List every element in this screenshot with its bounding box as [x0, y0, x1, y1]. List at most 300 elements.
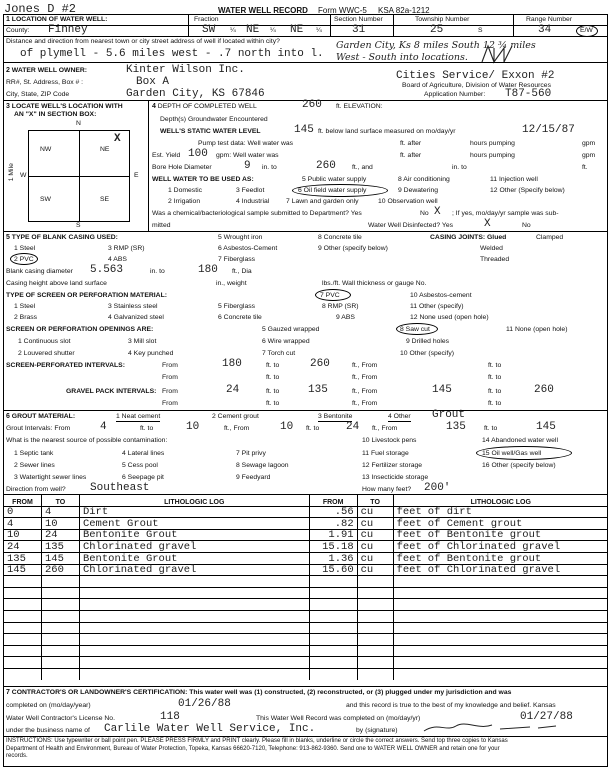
table-row	[4, 668, 609, 680]
bore-label: Bore Hole Diameter	[152, 164, 212, 171]
gi-to-label-2: ft. to	[306, 425, 320, 432]
business-value: Carlile Water Well Service, Inc.	[104, 723, 316, 735]
log-description	[393, 610, 608, 622]
opening-4: 4 Key punched	[128, 350, 174, 357]
chem-label: Was a chemical/bacteriological sample submitted to Department? Yes	[152, 210, 362, 217]
spi-from-label: From	[162, 362, 178, 369]
log-description	[393, 576, 608, 588]
screen-4: 4 Galvanized steel	[108, 314, 164, 321]
log-to	[41, 599, 79, 611]
log-unit: cu	[357, 529, 393, 541]
gi-from-3: 135	[446, 421, 466, 433]
log-unit-feet: feet	[396, 506, 422, 519]
owner-header: Jones D #2	[4, 2, 77, 16]
grout-3: 3 Bentonite	[318, 413, 352, 422]
contam-label: What is the nearest source of possible contamination:	[6, 437, 168, 444]
completed-label: completed on (mo/day/year)	[6, 702, 91, 709]
log-from	[4, 657, 42, 669]
log-description	[393, 587, 608, 599]
log-lithology: Chlorinated gravel	[79, 564, 309, 576]
log-volume	[309, 634, 357, 646]
log-unit-feet: feet	[396, 564, 422, 577]
log-unit: cu	[357, 541, 393, 553]
yield-value: 100	[188, 148, 208, 160]
log-from: 4	[4, 518, 42, 530]
sw-label: SW	[40, 196, 51, 203]
casing-2-circle	[10, 253, 38, 265]
opening-1: 1 Continuous slot	[18, 338, 71, 345]
log-from	[4, 587, 42, 599]
log-unit	[357, 645, 393, 657]
log-lithology	[79, 657, 309, 669]
gp2-to-value: 260	[534, 384, 554, 396]
bore-in-to: in. to	[262, 164, 277, 171]
contam-7: 7 Pit privy	[236, 450, 266, 457]
diameter-ft-dia: ft., Dia	[232, 268, 252, 275]
table-row	[4, 564, 609, 576]
log-from: 145	[4, 564, 42, 576]
screen-12: 12 None used (open hole)	[410, 314, 489, 321]
contam-15-circle	[476, 446, 572, 460]
quarter-3: ¼	[316, 27, 322, 34]
gp-to-label: ft. to	[266, 388, 280, 395]
east-label: E	[134, 172, 139, 179]
use-2: 2 Irrigation	[168, 198, 201, 205]
log-volume: .56	[309, 506, 357, 518]
bore-in-to-2: in. to	[452, 164, 467, 171]
contam-12: 12 Fertilizer storage	[362, 462, 423, 469]
use-label: WELL WATER TO BE USED AS:	[152, 176, 254, 183]
business-label: under the business name of	[6, 727, 90, 734]
opening-7: 7 Torch cut	[262, 350, 296, 357]
section-label: Section Number	[334, 16, 383, 23]
section-3-number: 3	[6, 103, 10, 110]
screen-5: 5 Fiberglass	[218, 303, 256, 310]
log-description	[393, 668, 608, 680]
log-volume	[309, 668, 357, 680]
gpm-label-2: gpm	[582, 152, 596, 159]
how-many-label: How many feet?	[362, 486, 412, 493]
log-to	[41, 634, 79, 646]
use-3: 3 Feedlot	[236, 187, 265, 194]
county-value: Finney	[48, 24, 88, 36]
log-to: 24	[41, 529, 79, 541]
certification-label: CONTRACTOR'S OR LANDOWNER'S CERTIFICATION: This water well was (1) constructed, (2) reconstructed, or (3) plugged under my jurisdiction and was	[11, 689, 512, 696]
log-from	[4, 645, 42, 657]
distance-handwritten-1: Garden City, Ks 8 miles South 12 ¾ miles	[336, 40, 536, 51]
record-date-label: This Water Well Record was completed on (mo/day/yr)	[256, 715, 421, 722]
log-volume: 15.60	[309, 564, 357, 576]
use-4: 4 Industrial	[236, 198, 270, 205]
range-dir: E/W	[580, 27, 593, 34]
log-header-lithologic-2: LITHOLOGIC LOG	[393, 495, 608, 507]
grout-label: GROUT MATERIAL:	[11, 413, 76, 420]
owner-label: WATER WELL OWNER:	[11, 67, 88, 74]
distance-handwritten-2: West - South into locations.	[336, 52, 468, 63]
log-header-lithologic: LITHOLOGIC LOG	[79, 495, 309, 507]
contam-14: 14 Abandoned water well	[482, 437, 558, 444]
after-label-2: ft. after	[400, 152, 422, 159]
depth-label: DEPTH OF COMPLETED WELL	[157, 103, 257, 110]
contam-10: 10 Livestock pens	[362, 437, 417, 444]
log-volume	[309, 657, 357, 669]
address-value: Box A	[136, 76, 170, 88]
table-row	[4, 587, 609, 599]
log-description-text: of Chlorinated gravel	[427, 564, 561, 577]
gi-to-2: 24	[346, 421, 360, 433]
joints-label: CASING JOINTS: Glued	[430, 234, 507, 241]
form-title: WATER WELL RECORD	[218, 6, 308, 15]
township-value: 25	[430, 24, 444, 36]
south-label: S	[76, 222, 81, 229]
gi-to-label-1: ft. to	[140, 425, 154, 432]
log-unit-feet: feet	[396, 540, 422, 553]
log-to	[41, 622, 79, 634]
log-header-to: TO	[41, 495, 79, 507]
contam-15: 15 Oil well/Gas well	[482, 450, 542, 457]
log-from	[4, 576, 42, 588]
log-description-text: of Chlorinated gravel	[427, 540, 561, 553]
spi-to-label-2: ft. to	[488, 362, 502, 369]
fraction-label: Fraction	[194, 16, 219, 23]
form-number: Form WWC-5	[318, 6, 367, 15]
log-description	[393, 506, 608, 518]
mile-label: 1 Mile	[7, 163, 15, 182]
log-description	[393, 518, 608, 530]
grout-1: 1 Neat cement	[116, 413, 160, 422]
log-unit	[357, 599, 393, 611]
log-to	[41, 645, 79, 657]
clamped-label: Clamped	[536, 234, 564, 241]
log-lithology: Bentonite Grout	[79, 552, 309, 564]
gi-to-3: 145	[536, 421, 556, 433]
static-level-label: WELL'S STATIC WATER LEVEL	[160, 128, 261, 135]
lithologic-log-table	[3, 494, 608, 680]
instructions-line-2: Department of Health and Environment, Bureau of Water Protection, Topeka, Kansas 66620-7120, Telephone: 913-862-9360. Send one to WATER WELL OWNER and retain one for your	[6, 745, 500, 752]
spi-to-label-4: ft. to	[488, 374, 502, 381]
screen-8: 8 RMP (SR)	[322, 303, 359, 310]
log-from: 24	[4, 541, 42, 553]
city-value: Garden City, KS 67846	[126, 88, 265, 100]
west-label: W	[20, 172, 27, 179]
log-to: 145	[41, 552, 79, 564]
casing-label: TYPE OF BLANK CASING USED:	[11, 234, 118, 241]
quarter-1: ¼	[230, 27, 236, 34]
distance-label: Distance and direction from nearest town or city street address of well if located within city?	[6, 38, 280, 45]
log-volume: 15.18	[309, 541, 357, 553]
log-unit	[357, 634, 393, 646]
screen-3: 3 Stainless steel	[108, 303, 158, 310]
log-unit: cu	[357, 552, 393, 564]
grout-intervals-label: Grout Intervals: From	[6, 425, 71, 432]
direction-label: Direction from well?	[6, 486, 66, 493]
true-record-label: and this record is true to the best of my knowledge and belief. Kansas	[346, 702, 556, 709]
record-date-value: 01/27/88	[520, 711, 573, 723]
log-from	[4, 668, 42, 680]
use-12: 12 Other (Specify below)	[490, 187, 565, 194]
opening-8-circle	[396, 323, 438, 335]
disinfect-x: X	[484, 218, 491, 230]
opening-5: 5 Gauzed wrapped	[262, 326, 320, 333]
mitted-label: mitted	[152, 222, 171, 229]
contam-11: 11 Fuel storage	[362, 450, 409, 457]
quarter-2: ¼	[270, 27, 276, 34]
chem-no: No	[420, 210, 429, 217]
contam-1: 1 Septic tank	[14, 450, 54, 457]
log-description	[393, 564, 608, 576]
bore-ft: ft.	[582, 164, 588, 171]
city-label: City, State, ZIP Code	[6, 91, 70, 98]
board-label: Board of Agriculture, Division of Water Resources	[402, 82, 551, 89]
log-header-from: FROM	[4, 495, 42, 507]
grout-4: 4 Other	[388, 413, 411, 422]
township-dir: S	[478, 27, 483, 34]
use-6-circle	[292, 184, 388, 197]
log-lithology	[79, 622, 309, 634]
log-from: 135	[4, 552, 42, 564]
casing-7: 7 Fiberglass	[218, 256, 256, 263]
contam-8: 8 Sewage lagoon	[236, 462, 289, 469]
wall-thickness-label: lbs./ft. Wall thickness or gauge No.	[322, 280, 427, 287]
gi-from-label-2: ft., From	[224, 425, 250, 432]
contam-13: 13 Insecticide storage	[362, 474, 429, 481]
screen-6: 6 Concrete tile	[218, 314, 262, 321]
table-row	[4, 541, 609, 553]
casing-5: 5 Wrought iron	[218, 234, 263, 241]
contam-6: 6 Seepage pit	[122, 474, 164, 481]
log-from	[4, 610, 42, 622]
diameter-value: 5.563	[90, 264, 124, 276]
after-label-1: ft. after	[400, 140, 422, 147]
log-header-from-2: FROM	[309, 495, 357, 507]
opening-6: 6 Wire wrapped	[262, 338, 310, 345]
bore-and: ft., and	[352, 164, 373, 171]
gp-to-label-2: ft. to	[488, 388, 502, 395]
log-unit	[357, 587, 393, 599]
table-row	[4, 645, 609, 657]
spi-from-label-4: ft., From	[352, 374, 378, 381]
address-label: RR#, St. Address, Box # :	[6, 79, 84, 86]
gp2-from-value: 145	[432, 384, 452, 396]
contam-9: 9 Feedyard	[236, 474, 271, 481]
use-7: 7 Lawn and garden only	[286, 198, 359, 205]
casing-8: 8 Concrete tile	[318, 234, 362, 241]
range-label: Range Number	[526, 16, 573, 23]
contam-5: 5 Cess pool	[122, 462, 158, 469]
log-from	[4, 599, 42, 611]
use-5: 5 Public water supply	[302, 176, 367, 183]
log-lithology	[79, 587, 309, 599]
log-to	[41, 610, 79, 622]
log-unit	[357, 610, 393, 622]
ne-label: NE	[100, 146, 110, 153]
log-description	[393, 529, 608, 541]
log-volume	[309, 576, 357, 588]
distance-typed: of plymell - 5.6 miles west - .7 north into l.	[20, 48, 324, 60]
log-to	[41, 657, 79, 669]
direction-value: Southeast	[90, 482, 150, 494]
log-volume: 1.36	[309, 552, 357, 564]
log-volume	[309, 587, 357, 599]
spi-to-label: ft. to	[266, 362, 280, 369]
table-row	[4, 634, 609, 646]
log-to: 10	[41, 518, 79, 530]
log-unit	[357, 657, 393, 669]
contam-16: 16 Other (specify below)	[482, 462, 556, 469]
log-lithology: Bentonite Grout	[79, 529, 309, 541]
log-lithology	[79, 645, 309, 657]
pump-test-label: Pump test data: Well water was	[198, 140, 294, 147]
well-x-mark: X	[114, 133, 121, 145]
how-many-value: 200'	[424, 482, 451, 494]
log-unit: cu	[357, 518, 393, 530]
log-from	[4, 634, 42, 646]
log-lithology	[79, 634, 309, 646]
casing-4: 4 ABS	[108, 256, 127, 263]
contam-3: 3 Watertight sewer lines	[14, 474, 87, 481]
application-value: T87-560	[505, 88, 552, 100]
log-unit	[357, 668, 393, 680]
log-lithology: Chlorinated gravel	[79, 541, 309, 553]
diameter-in-to: in. to	[150, 268, 165, 275]
yield-gpm-label: gpm: Well water was	[216, 152, 279, 159]
log-unit: cu	[357, 564, 393, 576]
county-label: County:	[6, 27, 30, 34]
log-lithology: Dirt	[79, 506, 309, 518]
log-description	[393, 541, 608, 553]
log-description-text: of Cement grout	[427, 517, 523, 530]
log-unit-feet: feet	[396, 529, 422, 542]
section-5-number: 5	[6, 234, 10, 241]
gi-to-label-3: ft. to	[484, 425, 498, 432]
log-unit-feet: feet	[396, 552, 422, 565]
log-volume	[309, 622, 357, 634]
section-2-number: 2	[6, 67, 10, 74]
casing-1: 1 Steel	[14, 245, 36, 252]
opening-2: 2 Louvered shutter	[18, 350, 75, 357]
contam-4: 4 Lateral lines	[122, 450, 165, 457]
section-7-number: 7	[6, 689, 10, 696]
use-10: 10 Observation well	[378, 198, 438, 205]
table-row	[4, 622, 609, 634]
casing-height-label: Casing height above land surface	[6, 280, 107, 287]
screen-label: TYPE OF SCREEN OR PERFORATION MATERIAL:	[6, 292, 167, 299]
opening-9: 9 Drilled holes	[406, 338, 450, 345]
license-value: 118	[160, 711, 180, 723]
log-volume	[309, 645, 357, 657]
log-description	[393, 552, 608, 564]
log-unit	[357, 576, 393, 588]
log-volume: .82	[309, 518, 357, 530]
gp-from-label: From	[162, 388, 178, 395]
application-label: Application Number:	[424, 91, 486, 98]
section-6-number: 6	[6, 413, 10, 420]
use-1: 1 Domestic	[168, 187, 202, 194]
hours-label-2: hours pumping	[470, 152, 515, 159]
hours-label-1: hours pumping	[470, 140, 515, 147]
opening-3: 3 Mill slot	[128, 338, 157, 345]
log-description-text: of Bentonite grout	[427, 552, 542, 565]
log-unit: cu	[357, 506, 393, 518]
gp1-to-value: 135	[308, 384, 328, 396]
screen-10: 10 Asbestos-cement	[410, 292, 472, 299]
log-description	[393, 657, 608, 669]
screen-11: 11 Other (specify)	[410, 303, 464, 310]
static-level-date: 12/15/87	[522, 124, 575, 136]
completed-value: 01/26/88	[178, 698, 231, 710]
table-row	[4, 599, 609, 611]
log-from	[4, 622, 42, 634]
gp-to-label-3: ft. to	[266, 400, 280, 407]
log-to	[41, 668, 79, 680]
log-volume	[309, 599, 357, 611]
section-4-number: 4	[152, 103, 156, 110]
township-label: Township Number	[415, 16, 470, 23]
spi-from-value: 180	[222, 358, 242, 370]
grout-2: 2 Cement grout	[212, 413, 259, 420]
disinfect-label: Water Well Disinfected? Yes	[368, 222, 454, 229]
static-level-value: 145	[294, 124, 314, 136]
chem-x: X	[434, 206, 441, 218]
owner-value: Kinter Wilson Inc.	[126, 64, 245, 76]
log-description	[393, 622, 608, 634]
use-6: 6 Oil field water supply	[298, 187, 367, 194]
log-lithology	[79, 599, 309, 611]
welded-label: Welded	[480, 245, 503, 252]
log-from: 10	[4, 529, 42, 541]
screen-intervals-label: SCREEN-PERFORATED INTERVALS:	[6, 362, 125, 369]
screen-9: 9 ABS	[336, 314, 355, 321]
lithologic-log-body	[4, 495, 609, 681]
opening-8: 8 Saw cut	[400, 326, 430, 333]
groundwater-label: Depth(s) Groundwater Encountered	[160, 116, 268, 123]
use-8: 8 Air conditioning	[398, 176, 450, 183]
opening-11: 11 None (open hole)	[506, 326, 568, 333]
diameter-label: Blank casing diameter	[6, 268, 73, 275]
use-9: 9 Dewatering	[398, 187, 439, 194]
instructions-line-1: INSTRUCTIONS: Use typewriter or ball point pen. PLEASE PRESS FIRMLY and PRINT clearly. Please fill in blanks, underline or circle the correct answers. Send top three copies to Kansas	[6, 738, 508, 744]
casing-weight-label: in., weight	[216, 280, 247, 287]
grout-other-value: Grout	[432, 409, 466, 421]
gi-from-label-3: ft., From	[372, 425, 398, 432]
casing-6: 6 Asbestos-Cement	[218, 245, 278, 252]
casing-9: 9 Other (specify below)	[318, 245, 388, 252]
casing-2: 2 PVC	[14, 256, 34, 263]
opening-10: 10 Other (specify)	[400, 350, 455, 357]
se-label: SE	[100, 196, 110, 203]
casing-3: 3 RMP (SR)	[108, 245, 145, 252]
spi-from-label-3: From	[162, 374, 178, 381]
table-row	[4, 518, 609, 530]
gp-to-label-4: ft. to	[488, 400, 502, 407]
log-to	[41, 576, 79, 588]
bore-value: 9	[244, 160, 251, 172]
log-description	[393, 599, 608, 611]
fraction-2: NE	[246, 24, 260, 36]
screen-7-circle	[315, 289, 351, 301]
gi-from-2: 10	[280, 421, 294, 433]
section-1-number: 1	[6, 16, 10, 23]
log-to: 4	[41, 506, 79, 518]
log-unit	[357, 622, 393, 634]
spi-from-label-2: ft., From	[352, 362, 378, 369]
form-ksa: KSA 82a-1212	[378, 6, 430, 15]
gp-from-label-4: ft., From	[352, 400, 378, 407]
gp-from-label-2: ft., From	[352, 388, 378, 395]
instructions-line-3: records.	[6, 753, 28, 760]
chem-suffix: ; If yes, mo/day/yr sample was sub-	[452, 210, 559, 217]
log-lithology	[79, 576, 309, 588]
